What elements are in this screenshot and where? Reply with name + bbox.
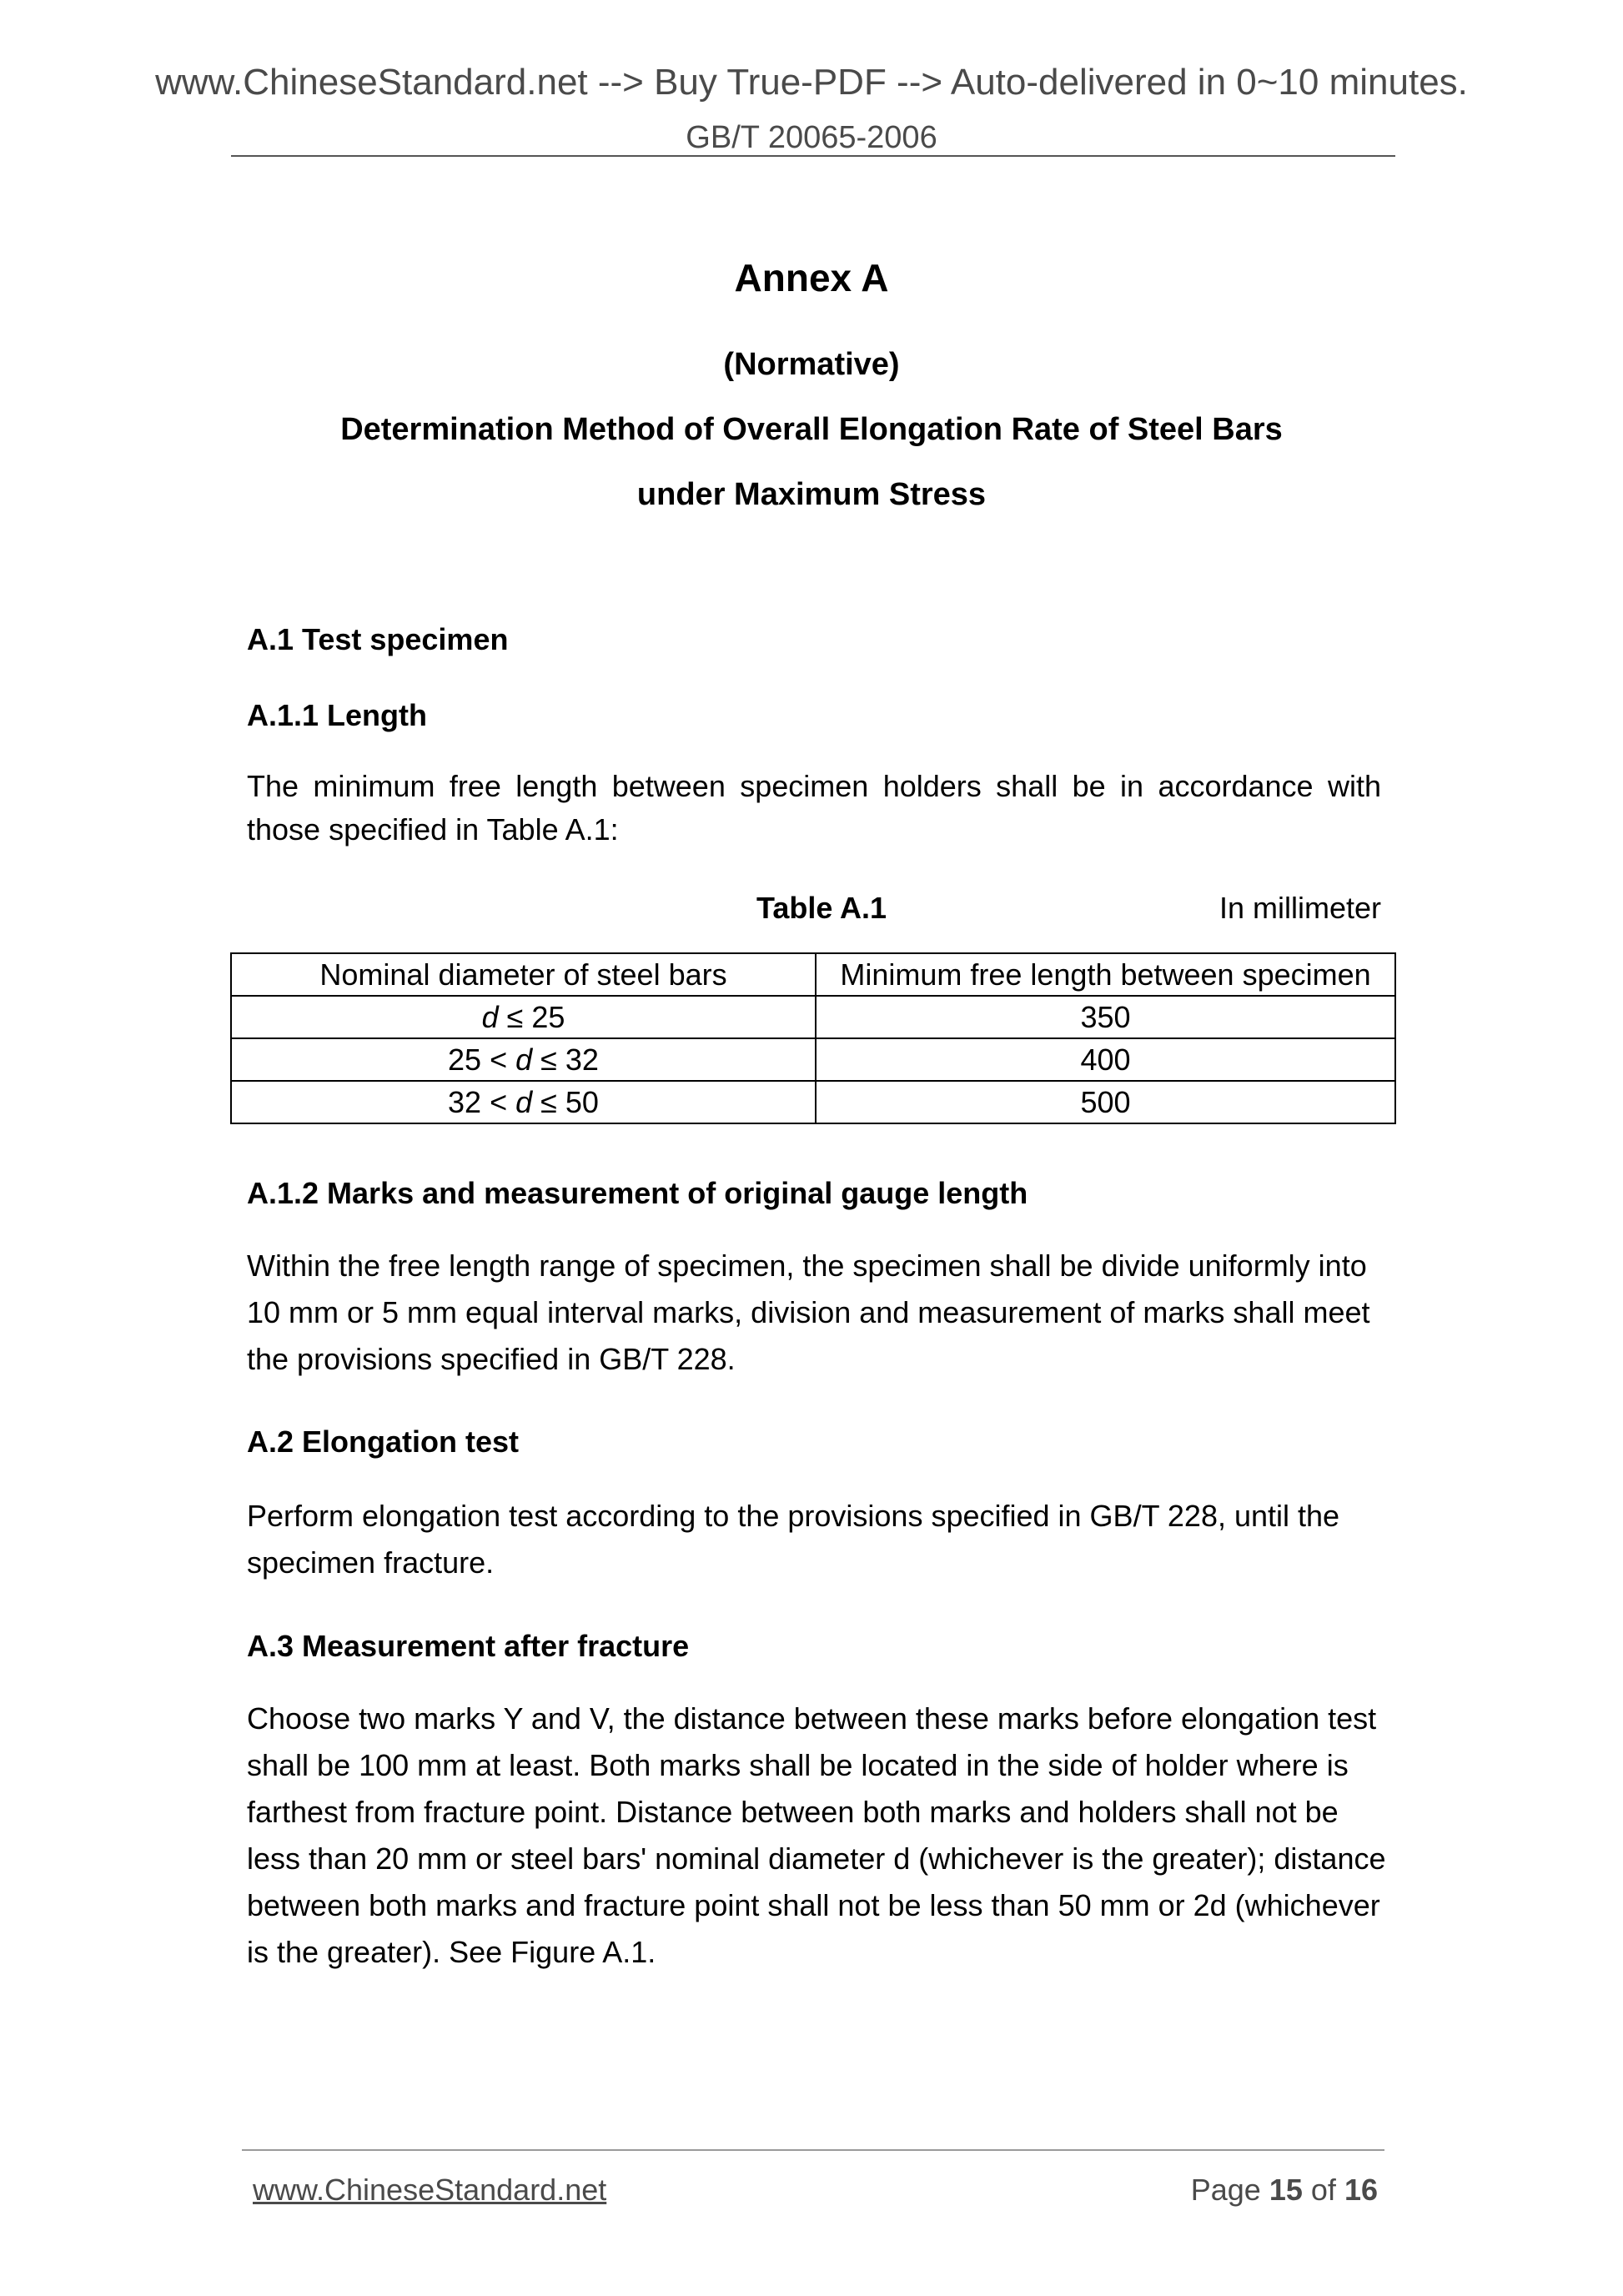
section-a3-text [247, 1696, 1386, 1976]
paragraph-line: Choose two marks Y and V, the distance between these marks before elongation test [247, 1701, 1377, 1736]
section-a3-heading: A.3 Measurement after fracture [247, 1629, 690, 1663]
annex-type: (Normative) [723, 347, 900, 382]
table-a1 [230, 952, 1396, 1124]
page-current: 15 [1269, 2173, 1303, 2207]
section-a2-text [247, 1493, 1381, 1586]
header-divider [231, 155, 1395, 157]
table-unit: In millimeter [1219, 891, 1381, 925]
paragraph-line: between both marks and fracture point shall not be less than 50 mm or 2d (whichever [247, 1888, 1380, 1922]
paragraph-line: less than 20 mm or steel bars' nominal diameter d (whichever is the greater); distance [247, 1841, 1386, 1876]
page-label: Page [1190, 2173, 1261, 2207]
page-total: 16 [1344, 2173, 1378, 2207]
page-number [1191, 2173, 1378, 2208]
table-row [231, 1081, 1395, 1123]
table-row [231, 996, 1395, 1038]
table-header-row [231, 953, 1395, 996]
cell-text-prefix: 25 < [448, 1042, 516, 1077]
table-cell-diameter [231, 996, 816, 1038]
table-header-cell: Nominal diameter of steel bars [231, 953, 816, 996]
annex-heading-line-1: Determination Method of Overall Elongation Rate of Steel Bars [340, 412, 1283, 447]
paragraph-line: those specified in Table A.1: [247, 812, 619, 847]
cell-text-suffix: ≤ 50 [532, 1084, 599, 1119]
paragraph-line: the provisions specified in GB/T 228. [247, 1342, 736, 1376]
footer-divider [242, 2149, 1384, 2151]
cell-text-suffix: ≤ 25 [498, 999, 565, 1034]
footer-website-link[interactable]: www.ChineseStandard.net [253, 2173, 607, 2207]
section-a12-text [247, 1243, 1381, 1383]
paragraph-line: specimen fracture. [247, 1545, 495, 1580]
section-a12-heading: A.1.2 Marks and measurement of original gauge length [247, 1176, 1028, 1210]
table-cell-length: 400 [816, 1038, 1395, 1081]
table-cell-diameter [231, 1081, 816, 1123]
section-a11-heading: A.1.1 Length [247, 698, 428, 732]
paragraph-line: shall be 100 mm at least. Both marks shall be located in the side of holder where is [247, 1748, 1349, 1782]
paragraph-line: Within the free length range of specimen, the specimen shall be divide uniformly into [247, 1248, 1367, 1283]
paragraph-line: farthest from fracture point. Distance between both marks and holders shall not be [247, 1795, 1339, 1829]
section-a2-heading: A.2 Elongation test [247, 1424, 520, 1459]
section-a1-heading: A.1 Test specimen [247, 622, 509, 656]
section-a11-text [247, 765, 1381, 852]
paragraph-line: 10 mm or 5 mm equal interval marks, division and measurement of marks shall meet [247, 1295, 1370, 1329]
table-header-cell: Minimum free length between specimen [816, 953, 1395, 996]
cell-variable-d: d [515, 1042, 533, 1077]
table-row [231, 1038, 1395, 1081]
header-banner[interactable]: www.ChineseStandard.net --> Buy True-PDF --> Auto-delivered in 0~10 minutes. [155, 62, 1468, 103]
table-cell-length: 500 [816, 1081, 1395, 1123]
page-of: of [1310, 2173, 1336, 2207]
cell-variable-d: d [515, 1084, 533, 1119]
cell-text-suffix: ≤ 32 [532, 1042, 599, 1077]
annex-heading-line-2: under Maximum Stress [636, 477, 987, 512]
paragraph-line: The minimum free length between specimen holders shall be in accordance with [247, 769, 1381, 803]
paragraph-line: is the greater). See Figure A.1. [247, 1935, 656, 1969]
table-caption: Table A.1 [756, 891, 887, 925]
cell-variable-d: d [481, 999, 499, 1034]
paragraph-line: Perform elongation test according to the provisions specified in GB/T 228, until the [247, 1499, 1340, 1533]
table-cell-diameter [231, 1038, 816, 1081]
header-standard-number: GB/T 20065-2006 [686, 120, 937, 155]
cell-text-prefix: 32 < [448, 1084, 516, 1119]
annex-title: Annex A [734, 256, 889, 299]
table-cell-length: 350 [816, 996, 1395, 1038]
